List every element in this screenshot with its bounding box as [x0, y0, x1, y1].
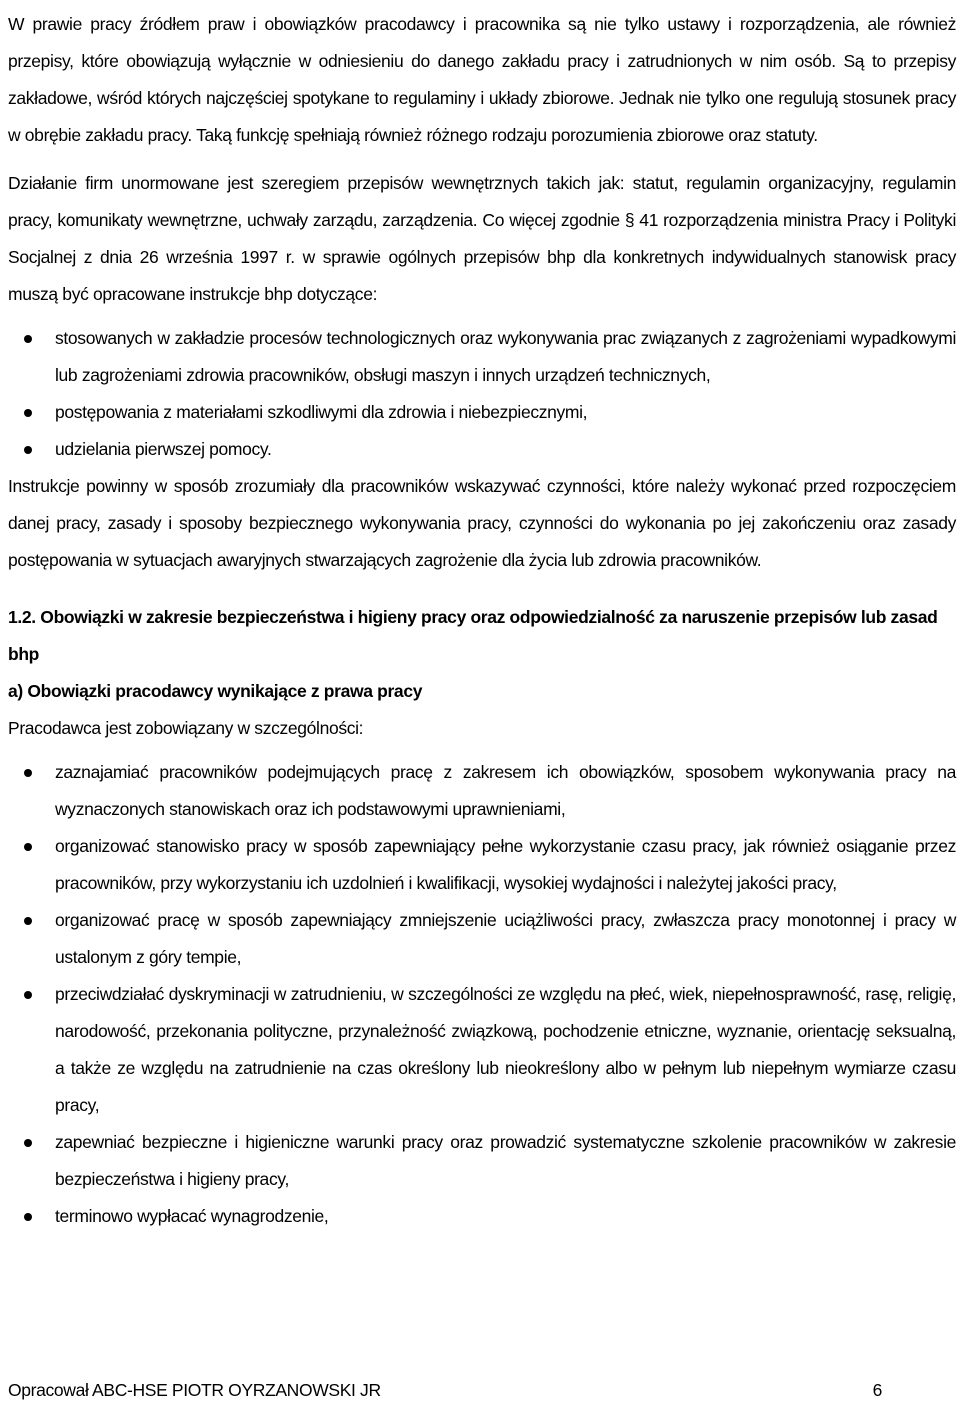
bhp-instructions-list [8, 320, 956, 468]
list-item: organizować stanowisko pracy w sposób zapewniający pełne wykorzystanie czasu pracy, jak również osiąganie przez pracowników, przy wykorzystaniu ich uzdolnień i kwalifikacji, wysokiej wydajności i należytej jakości pracy, [8, 828, 956, 902]
list-item: przeciwdziałać dyskryminacji w zatrudnieniu, w szczególności ze względu na płeć, wiek, niepełnosprawność, rasę, religię, narodowość, przekonania polityczne, przynależność związkową, pochodzenie etniczne, wyznanie, orientację seksualną, a także ze względu na zatrudnienie na czas określony lub nieokreślony albo w pełnym lub niepełnym wymiarze czasu pracy, [8, 976, 956, 1124]
paragraph-internal-rules: Działanie firm unormowane jest szeregiem przepisów wewnętrznych takich jak: statut, regulamin organizacyjny, regulamin pracy, komunikaty wewnętrzne, uchwały zarządu, zarządzenia. Co więcej zgodnie § 41 rozporządzenia ministra Pracy i Polityki Socjalnej z dnia 26 września 1997 r. w sprawie ogólnych przepisów bhp dla konkretnych indywidualnych stanowisk pracy muszą być opracowane instrukcje bhp dotyczące: [8, 173, 956, 304]
footer-author: Opracował ABC-HSE PIOTR OYRZANOWSKI JR [8, 1380, 381, 1400]
page-footer [8, 1378, 882, 1402]
section-heading: 1.2. Obowiązki w zakresie bezpieczeństwa i higieny pracy oraz odpowiedzialność za naruszenie przepisów lub zasad bhp [8, 607, 938, 664]
list-item: zaznajamiać pracowników podejmujących pracę z zakresem ich obowiązków, sposobem wykonywania pracy na wyznaczonych stanowiskach oraz ich podstawowymi uprawnieniami, [8, 754, 956, 828]
list-item: zapewniać bezpieczne i higieniczne warunki pracy oraz prowadzić systematyczne szkolenie pracowników w zakresie bezpieczeństwa i higieny pracy, [8, 1124, 956, 1198]
list-item: postępowania z materiałami szkodliwymi dla zdrowia i niebezpiecznymi, [8, 394, 956, 431]
paragraph-workplace-regulations: W prawie pracy źródłem praw i obowiązków pracodawcy i pracownika są nie tylko ustawy i rozporządzenia, ale również przepisy, które obowiązują wyłącznie w odniesieniu do danego zakładu pracy i zatrudnionych w nim osób. Są to przepisy zakładowe, wśród których najczęściej spotykane to regulaminy i układy zbiorowe. Jednak nie tylko one regulują stosunek pracy w obrębie zakładu pracy. Taką funkcję spełniają również różnego rodzaju porozumienia zbiorowe oraz statuty. [8, 14, 956, 145]
paragraph-instructions-content: Instrukcje powinny w sposób zrozumiały dla pracowników wskazywać czynności, które należy wykonać przed rozpoczęciem danej pracy, zasady i sposoby bezpiecznego wykonywania pracy, czynności do wykonania po jej zakończeniu oraz zasady postępowania w sytuacjach awaryjnych stwarzających zagrożenie dla życia lub zdrowia pracowników. [8, 476, 956, 570]
page-number: 6 [872, 1380, 882, 1400]
section-subheading: a) Obowiązki pracodawcy wynikające z prawa pracy [8, 681, 423, 701]
list-item: udzielania pierwszej pomocy. [8, 431, 956, 468]
list-item: organizować pracę w sposób zapewniający zmniejszenie uciążliwości pracy, zwłaszcza pracy monotonnej i pracy w ustalonym z góry tempie, [8, 902, 956, 976]
list-item: terminowo wypłacać wynagrodzenie, [8, 1198, 956, 1235]
employer-duties-list [8, 754, 956, 1235]
document-page [8, 6, 956, 1235]
list-item: stosowanych w zakładzie procesów technologicznych oraz wykonywania prac związanych z zagrożeniami wypadkowymi lub zagrożeniami zdrowia pracowników, obsługi maszyn i innych urządzeń technicznych, [8, 320, 956, 394]
section-intro: Pracodawca jest zobowiązany w szczególności: [8, 718, 364, 738]
